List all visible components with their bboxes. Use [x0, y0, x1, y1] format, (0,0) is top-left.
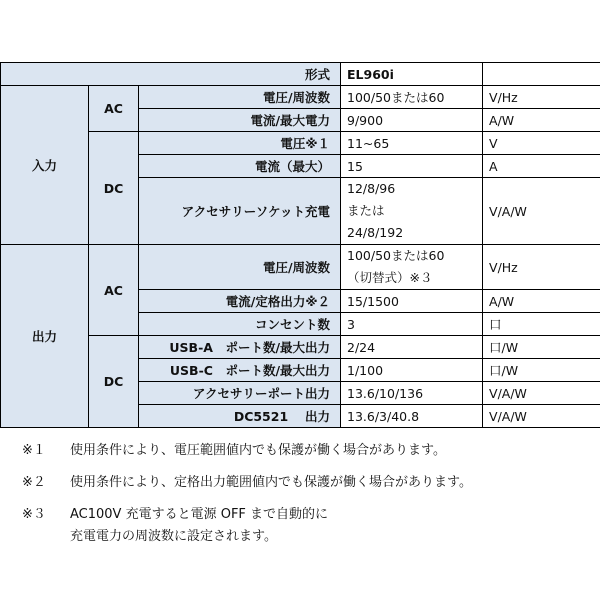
output-group-label: 出力 [1, 245, 89, 428]
row-unit: V/Hz [483, 245, 600, 290]
footnote-3 [22, 504, 582, 526]
input-group-label: 入力 [1, 86, 89, 245]
footnote-mark: ※３ [22, 507, 46, 522]
row-value: 2/24 [341, 336, 483, 359]
row-label: 電圧/周波数 [139, 86, 341, 109]
row-value: 13.6/10/136 [341, 382, 483, 405]
row-label: 電流（最大） [139, 155, 341, 178]
row-unit: 口 [483, 313, 600, 336]
model-value: EL960i [341, 63, 483, 86]
row-value: 15 [341, 155, 483, 178]
footnote-mark: ※１ [22, 443, 46, 458]
row-unit: V/Hz [483, 86, 600, 109]
row-label: DC5521 出力 [139, 405, 341, 428]
output-ac-label: AC [89, 245, 139, 336]
row-value: 1/100 [341, 359, 483, 382]
footnote-1 [22, 440, 582, 462]
row-unit: A [483, 155, 600, 178]
footnote-mark: ※２ [22, 475, 46, 490]
table-row [1, 63, 600, 86]
input-dc-label: DC [89, 132, 139, 245]
row-label: 電流/最大電力 [139, 109, 341, 132]
value-line: 12/8/96 [347, 181, 396, 196]
footnote-2 [22, 472, 582, 494]
table-row [1, 132, 600, 155]
output-dc-label: DC [89, 336, 139, 428]
row-label: 電流/定格出力※２ [139, 290, 341, 313]
row-unit: V/A/W [483, 382, 600, 405]
row-label: USB-A ポート数/最大出力 [139, 336, 341, 359]
footnote-text: 使用条件により、定格出力範囲値内でも保護が働く場合があります。 [70, 475, 472, 490]
spec-table [0, 62, 600, 428]
row-value: 15/1500 [341, 290, 483, 313]
model-header: 形式 [1, 63, 341, 86]
table-row [1, 86, 600, 109]
row-label: アクセサリーポート出力 [139, 382, 341, 405]
model-unit-empty [483, 63, 600, 86]
row-unit: V [483, 132, 600, 155]
footnote-text: 使用条件により、電圧範囲値内でも保護が働く場合があります。 [70, 443, 446, 458]
row-value [341, 245, 483, 290]
row-value: 9/900 [341, 109, 483, 132]
footnote-text: AC100V 充電すると電源 OFF まで自動的に [70, 507, 329, 522]
footnote-3-continued: 充電電力の周波数に設定されます。 [70, 529, 277, 544]
row-unit: A/W [483, 109, 600, 132]
table-row [1, 336, 600, 359]
row-unit: V/A/W [483, 178, 600, 245]
row-unit: 口/W [483, 336, 600, 359]
row-unit: V/A/W [483, 405, 600, 428]
row-label: 電圧※１ [139, 132, 341, 155]
row-unit: A/W [483, 290, 600, 313]
value-line: 100/50または60 [347, 248, 445, 263]
value-line: または [347, 203, 385, 218]
value-line: 24/8/192 [347, 225, 404, 240]
row-label: コンセント数 [139, 313, 341, 336]
row-value: 3 [341, 313, 483, 336]
row-unit: 口/W [483, 359, 600, 382]
row-value: 100/50または60 [341, 86, 483, 109]
value-line: （切替式）※３ [347, 270, 433, 285]
row-label: USB-C ポート数/最大出力 [139, 359, 341, 382]
row-label: アクセサリーソケット充電 [139, 178, 341, 245]
row-value: 11~65 [341, 132, 483, 155]
row-label: 電圧/周波数 [139, 245, 341, 290]
input-ac-label: AC [89, 86, 139, 132]
table-row [1, 245, 600, 290]
row-value [341, 178, 483, 245]
footnotes [22, 440, 582, 548]
row-value: 13.6/3/40.8 [341, 405, 483, 428]
